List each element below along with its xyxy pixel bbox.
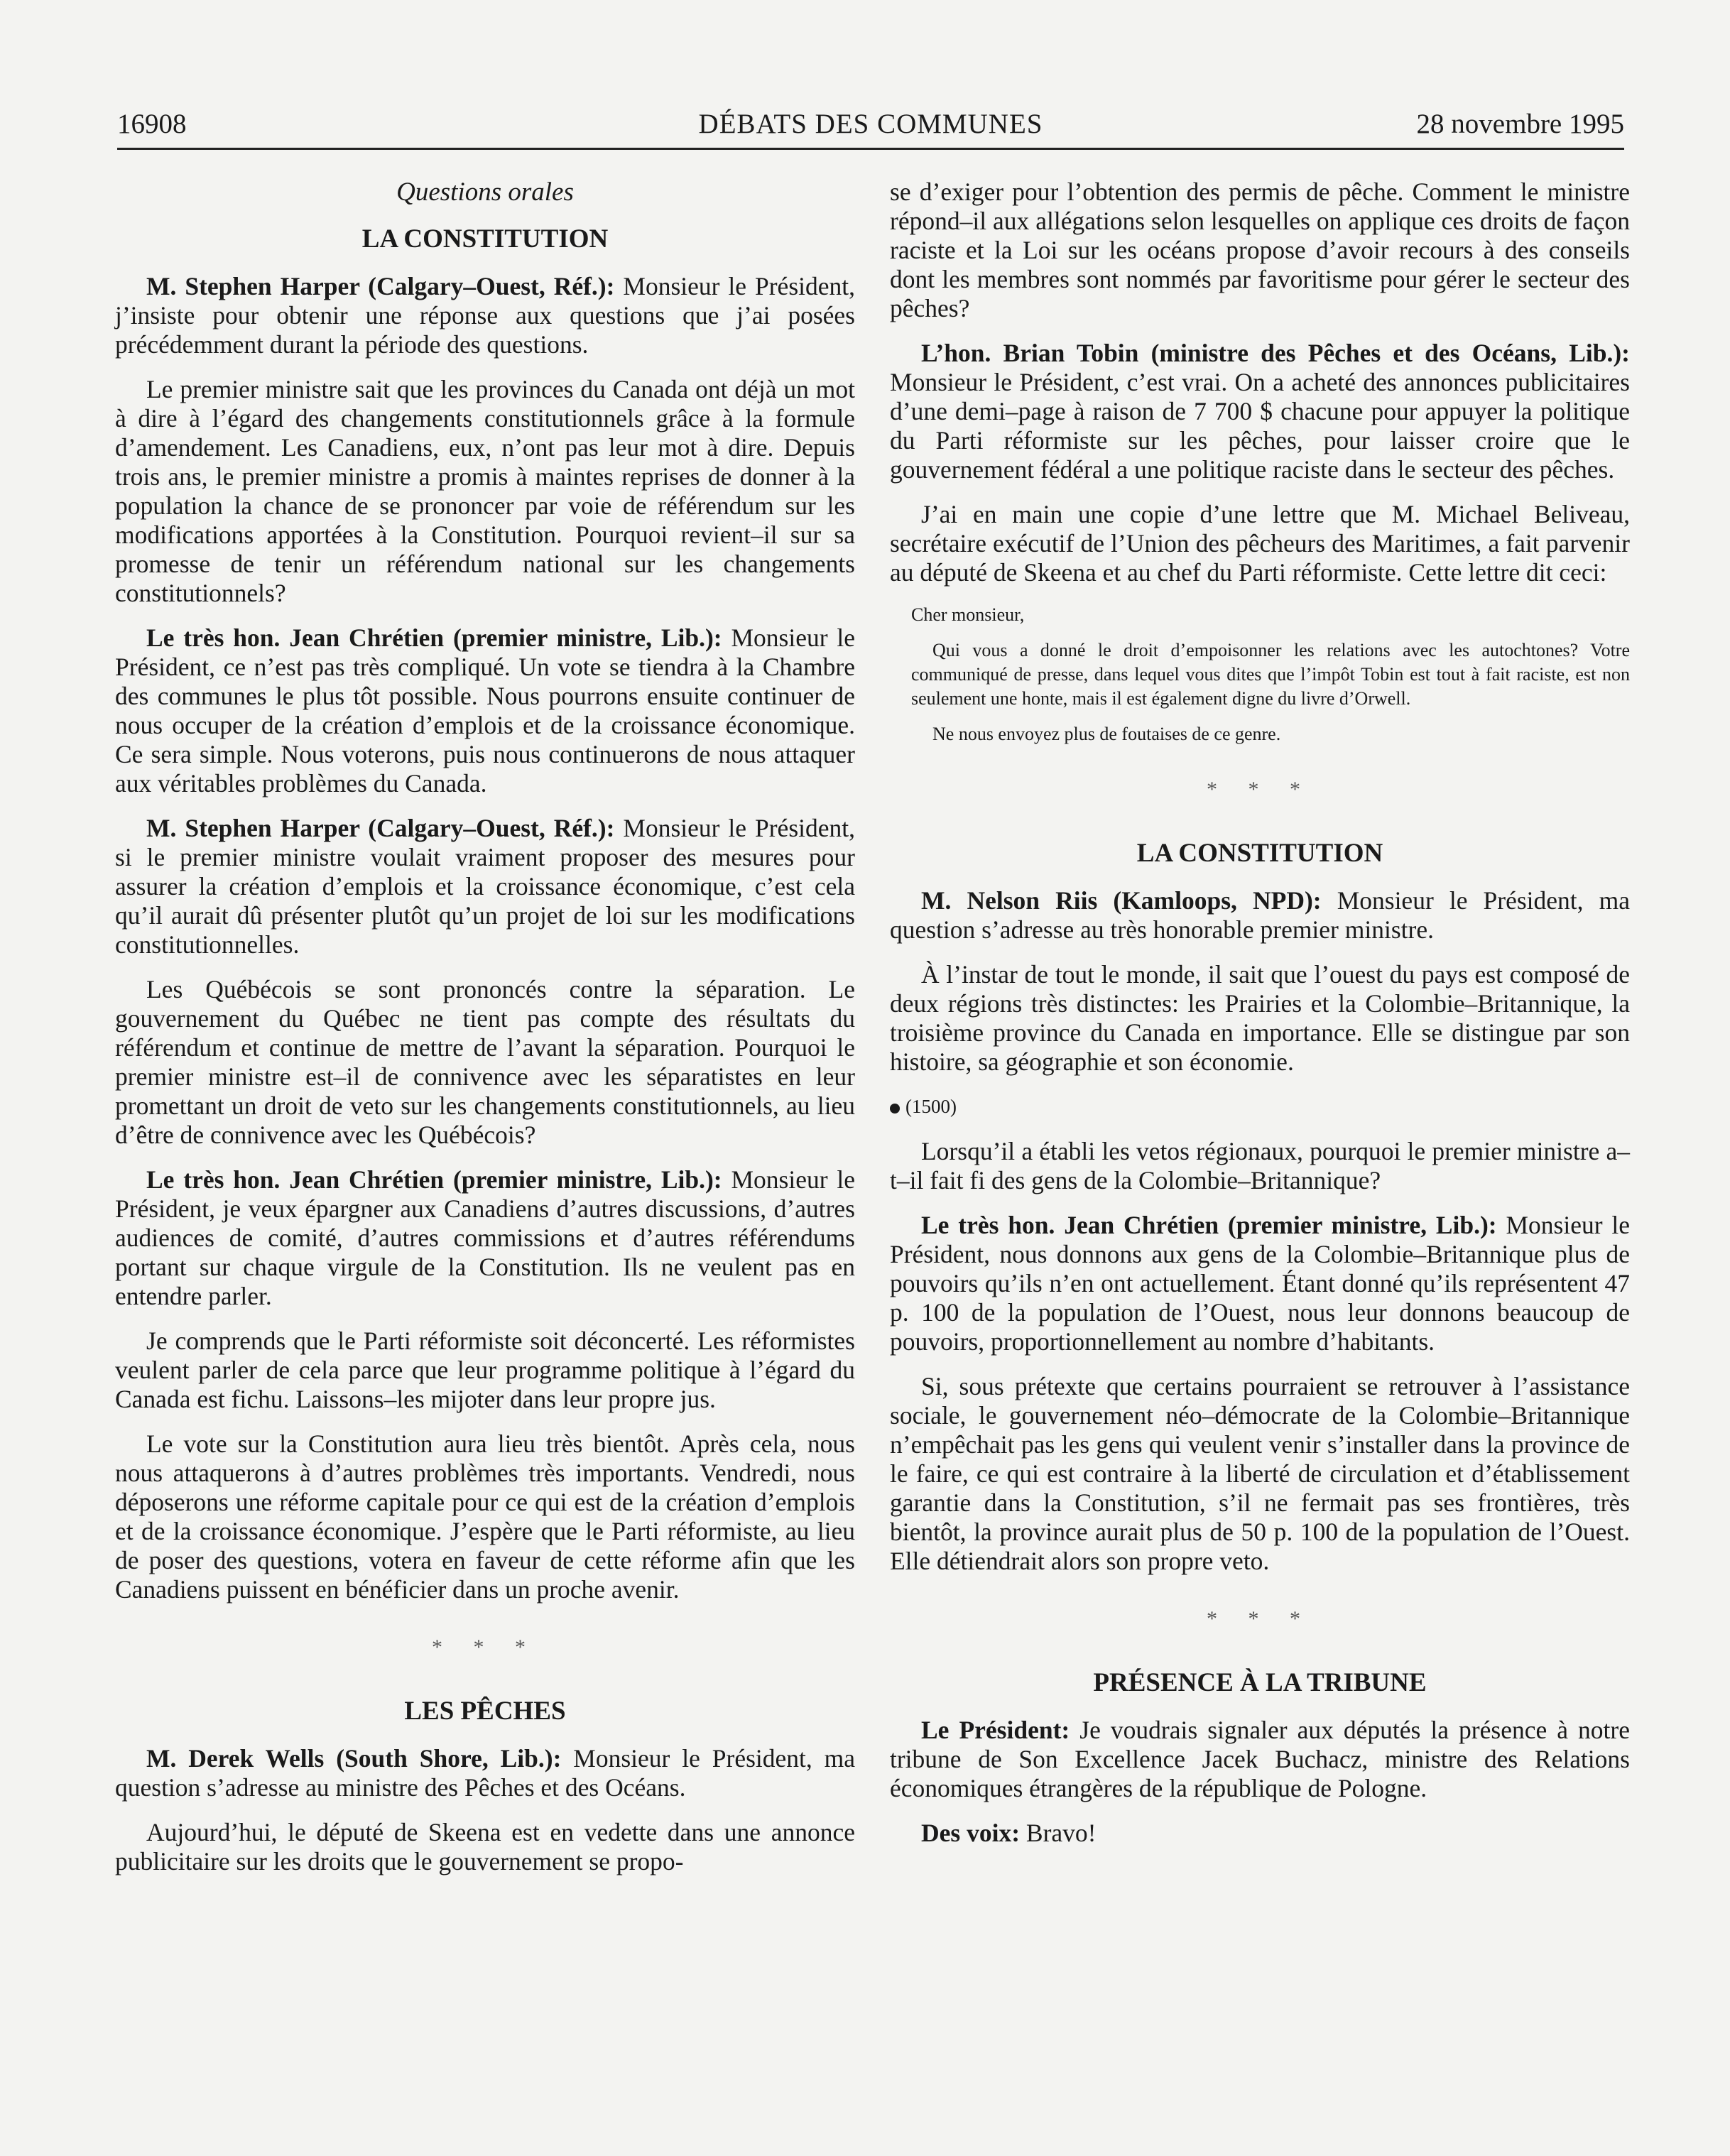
paragraph: À l’instar de tout le monde, il sait que l’ouest du pays est composé de deux régions très distinctes: les Prairies et la Colombie–Britannique, la troisième province du Canada en importance. Elle se distingue par son histoire, sa géographie et son économie. bbox=[890, 960, 1630, 1076]
paragraph: Je comprends que le Parti réformiste soit déconcerté. Les réformistes veulent parler de cela parce que leur programme politique à l’égard du Canada est fichu. Laissons–les mijoter dans leur propre jus. bbox=[115, 1327, 855, 1413]
paragraph bbox=[890, 339, 1630, 484]
section-separator: * * * bbox=[1207, 1607, 1313, 1630]
quoted-letter-body: Qui vous a donné le droit d’empoisonner les relations avec les autochtones? Votre communiqué de presse, dans lequel vous dites que l’impôt Tobin est tout à fait raciste, est non seulement une honte, mais il est également digne du livre d’Orwell. bbox=[911, 640, 1630, 709]
speaker-name: M. Nelson Riis (Kamloops, NPD): bbox=[921, 886, 1322, 915]
speaker-name: Des voix: bbox=[921, 1819, 1021, 1847]
page-number: 16908 bbox=[117, 109, 187, 139]
paragraph bbox=[890, 886, 1630, 944]
speaker-name: M. Stephen Harper (Calgary–Ouest, Réf.): bbox=[146, 814, 615, 842]
paragraph: Aujourd’hui, le député de Skeena est en vedette dans une annonce publicitaire sur les droits que le gouvernement se propo- bbox=[115, 1818, 855, 1875]
speaker-name: M. Stephen Harper (Calgary–Ouest, Réf.): bbox=[146, 272, 615, 300]
publication-title: DÉBATS DES COMMUNES bbox=[698, 109, 1043, 139]
paragraph bbox=[115, 1744, 855, 1802]
section-heading-fisheries: LES PÊCHES bbox=[404, 1697, 566, 1726]
time-marker bbox=[890, 1092, 1630, 1121]
paragraph bbox=[115, 814, 855, 959]
page-header bbox=[117, 104, 1624, 150]
paragraph bbox=[890, 1819, 1630, 1848]
section-heading-constitution: LA CONSTITUTION bbox=[361, 224, 609, 254]
paragraph bbox=[890, 1716, 1630, 1803]
section-heading-constitution: LA CONSTITUTION bbox=[1136, 839, 1383, 868]
paragraph bbox=[115, 1165, 855, 1311]
speech-text: Monsieur le Président, je veux épargner aux Canadiens d’autres discussions, d’autres audiences de comité, d’autres commissions et d’autres référendums portant sur chaque virgule de la Constitution. Ils ne veulent pas en entendre parler. bbox=[115, 1165, 855, 1310]
paragraph: Le premier ministre sait que les provinces du Canada ont déjà un mot à dire à l’égard des changements constitutionnels grâce à la formule d’amendement. Les Canadiens, eux, n’ont pas leur mot à dire. Depuis trois ans, le premier ministre a promis à maintes reprises de donner à la population la chance de se prononcer par voie de référendum sur les modifications apportées à la Constitution. Pourquoi revient–il sur sa promesse de tenir un référendum national sur les changements constitutionnels? bbox=[115, 375, 855, 607]
quoted-letter-salutation: Cher monsieur, bbox=[911, 604, 1025, 625]
speech-text: Je voudrais signaler aux députés la présence à notre tribune de Son Excellence Jacek Buchacz, ministre des Relations économiques étrangères de la république de Pologne. bbox=[890, 1716, 1630, 1802]
speech-text: Bravo! bbox=[1020, 1819, 1097, 1847]
speaker-name: Le très hon. Jean Chrétien (premier ministre, Lib.): bbox=[921, 1211, 1497, 1239]
speaker-name: Le Président: bbox=[921, 1716, 1070, 1744]
right-column bbox=[890, 178, 1630, 1863]
bullet-dot-icon bbox=[890, 1104, 900, 1114]
time-stamp: (1500) bbox=[905, 1096, 957, 1117]
speech-text: Monsieur le Président, ma question s’adresse au ministre des Pêches et des Océans. bbox=[115, 1744, 856, 1802]
paragraph: se d’exiger pour l’obtention des permis de pêche. Comment le ministre répond–il aux allégations selon lesquelles on applique ces droits de façon raciste et la Loi sur les océans propose d’avoir recours à des conseils dont les membres sont nommés par favoritisme pour gérer le secteur des pêches? bbox=[890, 178, 1630, 322]
section-separator: * * * bbox=[432, 1635, 538, 1659]
speaker-name: Le très hon. Jean Chrétien (premier ministre, Lib.): bbox=[146, 1165, 722, 1194]
speech-text: Monsieur le Président, ma question s’adresse au très honorable premier ministre. bbox=[890, 886, 1630, 944]
speech-text: Monsieur le Président, ce n’est pas très compliqué. Un vote se tiendra à la Chambre des communes le plus tôt possible. Nous pourrons ensuite continuer de nous occuper de la création d’emplois et de la croissance économique. Ce sera simple. Nous voterons, puis nous continuerons de nous attaquer aux véritables problèmes du Canada. bbox=[115, 624, 855, 797]
paragraph: Les Québécois se sont prononcés contre la séparation. Le gouvernement du Québec ne tient pas compte des résultats du référendum et continue de mettre de l’avant la séparation. Pourquoi le premier ministre est–il de connivence avec les séparatistes en leur promettant un droit de veto sur les changements constitutionnels, au lieu d’être de connivence avec les Québécois? bbox=[115, 975, 855, 1149]
left-column bbox=[115, 178, 855, 1892]
paragraph bbox=[890, 1211, 1630, 1356]
speech-text: Monsieur le Président, si le premier ministre voulait vraiment proposer des mesures pour assurer la création d’emplois et la croissance économique, c’est cela qu’il aurait dû présenter plutôt qu’un projet de loi sur les modifications constitutionnelles. bbox=[115, 814, 855, 959]
paragraph: J’ai en main une copie d’une lettre que M. Michael Beliveau, secrétaire exécutif de l’Union des pêcheurs des Maritimes, a fait parvenir au député de Skeena et au chef du Parti réformiste. Cette lettre dit ceci: bbox=[890, 500, 1630, 587]
paragraph: Le vote sur la Constitution aura lieu très bientôt. Après cela, nous nous attaquerons à d’autres problèmes très importants. Vendredi, nous déposerons une réforme capitale pour ce qui est de la création d’emplois et de la croissance économique. J’espère que le Parti réformiste, au lieu de poser des questions, votera en faveur de cette réforme afin que les Canadiens puissent en bénéficier dans un proche avenir. bbox=[115, 1430, 855, 1604]
paragraph: Si, sous prétexte que certains pourraient se retrouver à l’assistance sociale, le gouvernement néo–démocrate de la Colombie–Britannique n’empêchait pas les gens qui veulent venir s’installer dans la province de le faire, ce qui est contraire à la liberté de circulation et d’établissement garantie dans la Constitution, s’il ne fermait pas ses frontières, très bientôt, la province aurait plus de 50 p. 100 de la population de l’Ouest. Elle détiendrait alors son propre veto. bbox=[890, 1372, 1630, 1575]
paragraph bbox=[115, 624, 855, 798]
speech-text: Monsieur le Président, c’est vrai. On a acheté des annonces publicitaires d’une demi–page à raison de 7 700 $ chacune pour appuyer la politique du Parti réformiste sur les pêches, pour laisser croire que le gouvernement fédéral a une politique raciste dans le secteur des pêches. bbox=[890, 368, 1630, 484]
sitting-date: 28 novembre 1995 bbox=[1416, 109, 1624, 139]
section-heading-gallery: PRÉSENCE À LA TRIBUNE bbox=[1093, 1668, 1427, 1697]
speaker-name: L’hon. Brian Tobin (ministre des Pêches et des Océans, Lib.): bbox=[921, 339, 1630, 367]
speaker-name: Le très hon. Jean Chrétien (premier ministre, Lib.): bbox=[146, 624, 722, 652]
paragraph bbox=[115, 272, 855, 359]
paragraph: Lorsqu’il a établi les vetos régionaux, pourquoi le premier ministre a–t–il fait fi des gens de la Colombie–Britannique? bbox=[890, 1137, 1630, 1194]
section-separator: * * * bbox=[1207, 778, 1313, 801]
speech-text: Monsieur le Président, j’insiste pour obtenir une réponse aux questions que j’ai posées précédemment durant la période des questions. bbox=[115, 272, 855, 359]
section-rubric: Questions orales bbox=[396, 178, 574, 207]
speech-text: Monsieur le Président, nous donnons aux gens de la Colombie–Britannique plus de pouvoirs qu’ils n’en ont actuellement. Étant donné qu’ils représentent 47 p. 100 de la population de l’Ouest, nous leur donnons beaucoup de pouvoirs, proportionnellement au nombre d’habitants. bbox=[890, 1211, 1630, 1356]
quoted-letter-closing: Ne nous envoyez plus de foutaises de ce genre. bbox=[932, 724, 1281, 744]
speaker-name: M. Derek Wells (South Shore, Lib.): bbox=[146, 1744, 562, 1773]
